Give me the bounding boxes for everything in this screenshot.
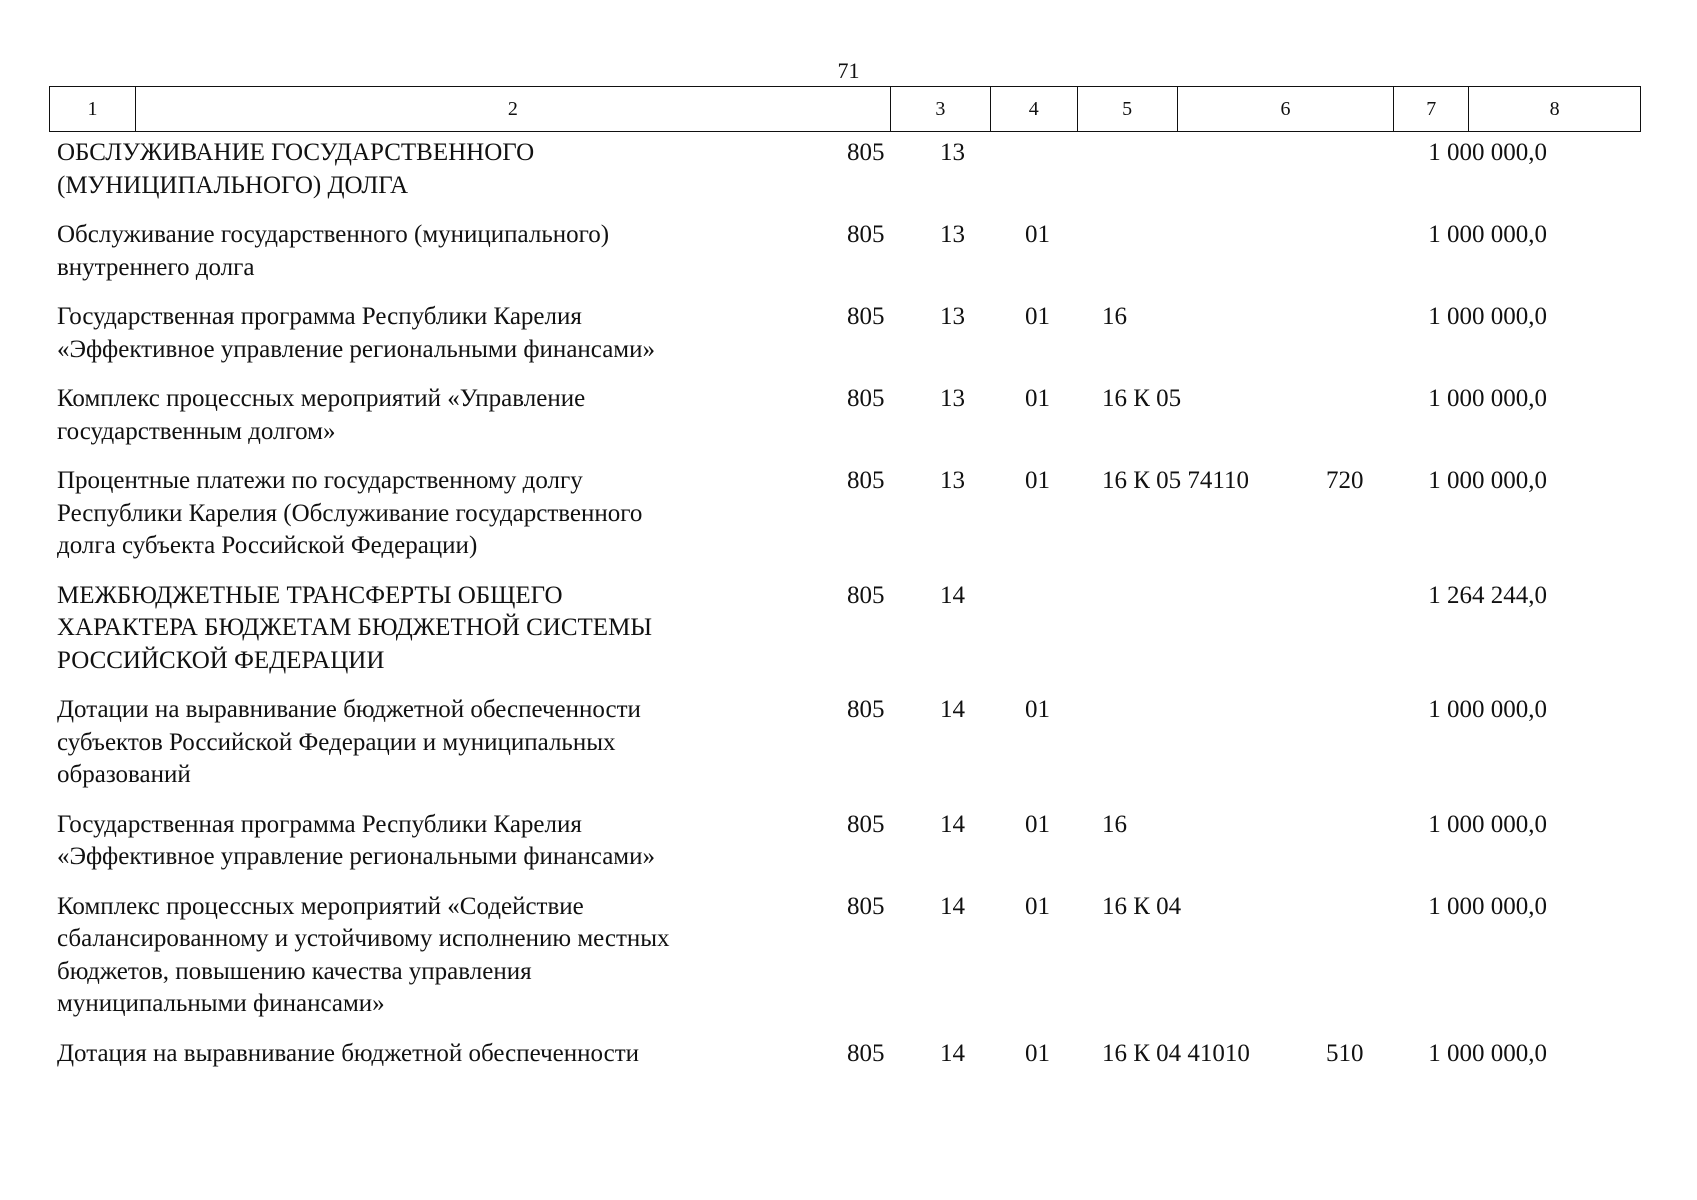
header-col-4: 4 <box>991 87 1078 131</box>
row-name-line: бюджетов, повышению качества управления <box>57 957 532 985</box>
row-c8: 1 000 000,0 <box>1428 385 1547 412</box>
row-name-line: Республики Карелия (Обслуживание государственного <box>57 499 643 527</box>
table-row <box>49 694 1641 792</box>
header-col-2: 2 <box>136 87 891 131</box>
row-c7 <box>1309 580 1384 678</box>
row-c6: 16 К 05 74110 <box>1102 467 1249 494</box>
row-name-line: образований <box>57 761 191 788</box>
table-row <box>49 1038 1641 1071</box>
table-row <box>49 137 1641 202</box>
row-c5: 01 <box>1025 467 1050 494</box>
row-name-line: «Эффективное управление региональными финансами» <box>57 843 655 870</box>
row-c5 <box>992 580 1092 678</box>
row-name <box>0 137 805 202</box>
row-c7 <box>1309 383 1384 448</box>
row-name-line: Дотации на выравнивание бюджетной обеспеченности <box>57 696 641 723</box>
row-c3: 805 <box>847 1039 885 1067</box>
row-c7 <box>1309 219 1384 284</box>
row-c3: 805 <box>847 892 885 920</box>
row-c3: 805 <box>847 221 885 248</box>
row-c5: 01 <box>1025 696 1050 723</box>
row-c7 <box>1309 301 1384 366</box>
row-name-line: Комплекс процессных мероприятий «Управление <box>57 385 586 412</box>
row-c7 <box>1309 891 1384 1021</box>
row-c3: 805 <box>847 385 885 412</box>
row-c8: 1 000 000,0 <box>1428 221 1547 248</box>
row-c5: 01 <box>1025 221 1050 248</box>
row-c5 <box>992 137 1092 202</box>
row-c4: 14 <box>940 810 965 838</box>
header-col-1: 1 <box>50 87 136 131</box>
row-name-line: «Эффективное управление региональными финансами» <box>57 335 655 363</box>
row-name-line: Государственная программа Республики Карелия <box>57 303 582 330</box>
header-col-7: 7 <box>1394 87 1469 131</box>
row-name-line: Дотация на выравнивание бюджетной обеспеченности <box>57 1039 640 1067</box>
row-name <box>0 219 805 284</box>
row-c4: 13 <box>940 385 965 412</box>
row-c5: 01 <box>1025 1039 1050 1067</box>
row-c6: 16 <box>1102 810 1127 838</box>
row-name-line: ОБСЛУЖИВАНИЕ ГОСУДАРСТВЕННОГО <box>57 139 535 166</box>
table-header <box>49 86 1641 132</box>
header-col-8: 8 <box>1549 97 1560 120</box>
row-name <box>0 694 805 792</box>
row-c3: 805 <box>847 467 885 494</box>
row-c4: 14 <box>940 892 965 920</box>
header-col-6: 6 <box>1178 87 1395 131</box>
row-c5: 01 <box>1025 385 1050 412</box>
table-row <box>49 219 1641 284</box>
row-name <box>0 891 805 1021</box>
row-c8: 1 000 000,0 <box>1428 467 1547 494</box>
row-name-line: ХАРАКТЕРА БЮДЖЕТАМ БЮДЖЕТНОЙ СИСТЕМЫ <box>57 614 653 641</box>
row-c6 <box>1092 694 1309 792</box>
row-c5: 01 <box>1025 303 1050 330</box>
table-row <box>49 301 1641 366</box>
row-c3: 805 <box>847 139 885 166</box>
row-c3: 805 <box>847 696 885 723</box>
row-name-line: сбалансированному и устойчивому исполнению местных <box>57 925 670 952</box>
row-c6: 16 <box>1102 303 1127 330</box>
row-name <box>0 809 805 874</box>
row-c7: 720 <box>1326 467 1364 494</box>
row-c4: 13 <box>940 221 965 248</box>
row-name <box>0 383 805 448</box>
row-c8: 1 000 000,0 <box>1428 139 1547 166</box>
row-c8: 1 000 000,0 <box>1428 892 1547 920</box>
table-row <box>49 891 1641 1021</box>
row-name-line: Обслуживание государственного (муниципального) <box>57 221 610 248</box>
row-c7: 510 <box>1326 1039 1364 1067</box>
row-name-line: муниципальными финансами» <box>57 990 385 1017</box>
row-c6: 16 К 04 <box>1102 892 1182 920</box>
row-c5: 01 <box>1025 810 1050 838</box>
row-name-line: Государственная программа Республики Карелия <box>57 810 582 838</box>
row-name <box>0 580 805 678</box>
row-c6 <box>1092 219 1309 284</box>
header-col-3: 3 <box>891 87 991 131</box>
row-c4: 13 <box>940 139 965 166</box>
row-c7 <box>1309 809 1384 874</box>
row-c4: 14 <box>940 696 965 723</box>
row-name-line: РОССИЙСКОЙ ФЕДЕРАЦИИ <box>57 646 385 674</box>
table-row <box>49 580 1641 678</box>
row-name <box>0 301 805 366</box>
row-name-line: субъектов Российской Федерации и муниципальных <box>57 728 616 756</box>
row-name-line: внутреннего долга <box>57 253 255 281</box>
row-c3: 805 <box>847 810 885 838</box>
row-c6 <box>1092 580 1309 678</box>
row-name-line: долга субъекта Российской Федерации) <box>57 532 478 559</box>
row-c8: 1 264 244,0 <box>1428 581 1547 609</box>
table-row <box>49 383 1641 448</box>
table-body <box>49 137 1641 1087</box>
row-c3: 805 <box>847 303 885 330</box>
row-c4: 13 <box>940 303 965 330</box>
row-name <box>0 1038 805 1071</box>
table-row <box>49 809 1641 874</box>
row-c6: 16 К 04 41010 <box>1102 1039 1250 1067</box>
row-name-line: Процентные платежи по государственному долгу <box>57 467 583 494</box>
row-c5: 01 <box>1025 892 1050 920</box>
row-name-line: МЕЖБЮДЖЕТНЫЕ ТРАНСФЕРТЫ ОБЩЕГО <box>57 581 563 609</box>
row-c6 <box>1092 137 1309 202</box>
row-name-line: Комплекс процессных мероприятий «Содействие <box>57 892 584 920</box>
page-number: 71 <box>837 58 860 83</box>
row-c4: 14 <box>940 581 965 609</box>
row-c4: 14 <box>940 1039 965 1067</box>
row-c6: 16 К 05 <box>1102 385 1182 412</box>
row-c8: 1 000 000,0 <box>1428 696 1547 723</box>
row-c7 <box>1309 137 1384 202</box>
row-name <box>0 465 805 563</box>
row-c7 <box>1309 694 1384 792</box>
table-row <box>49 465 1641 563</box>
row-c4: 13 <box>940 467 965 494</box>
row-name-line: государственным долгом» <box>57 417 336 445</box>
row-c3: 805 <box>847 581 885 609</box>
row-name-line: (МУНИЦИПАЛЬНОГО) ДОЛГА <box>57 171 409 199</box>
row-c8: 1 000 000,0 <box>1428 1039 1547 1067</box>
row-c8: 1 000 000,0 <box>1428 303 1547 330</box>
row-c8: 1 000 000,0 <box>1428 810 1547 838</box>
header-col-5: 5 <box>1078 87 1178 131</box>
